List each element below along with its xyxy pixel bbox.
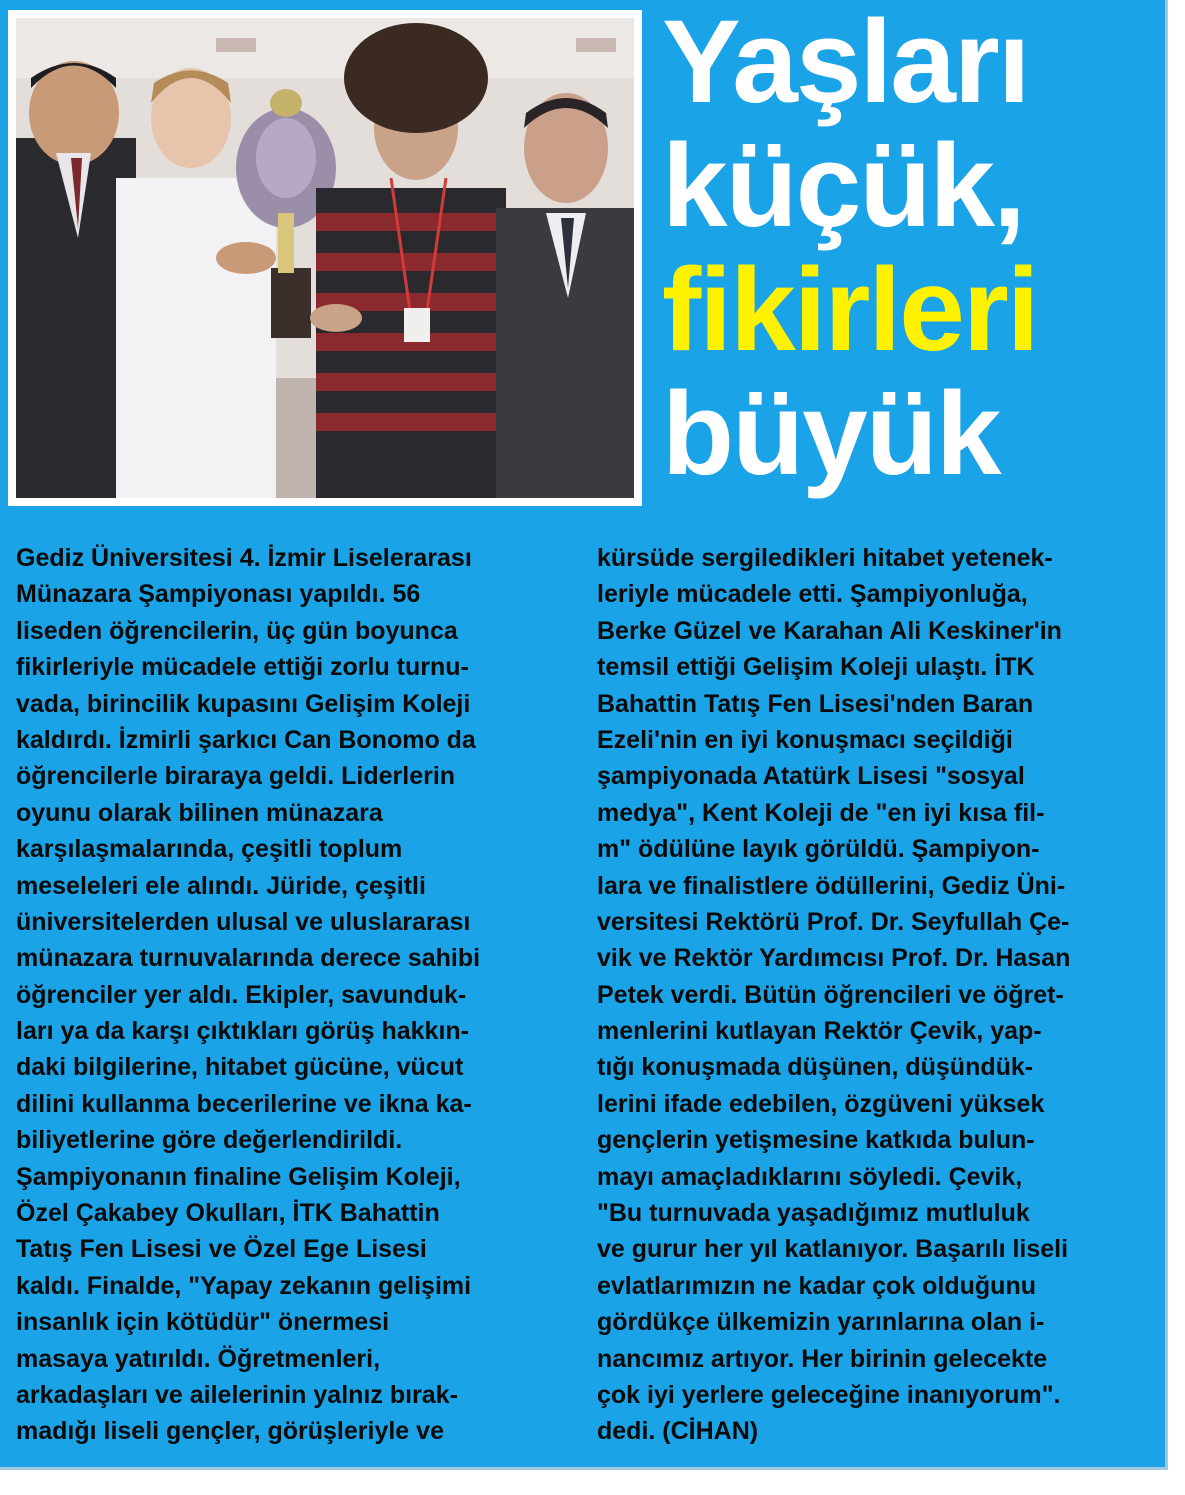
article-line: nancımız artıyor. Her birinin gelecekte (597, 1344, 1048, 1373)
article-line: dilini kullanma becerilerine ve ikna ka- (16, 1089, 472, 1118)
article-line: vada, birincilik kupasını Gelişim Koleji (16, 689, 471, 718)
article-line: vik ve Rektör Yardımcısı Prof. Dr. Hasan (597, 944, 1071, 973)
photo-frame (8, 10, 642, 506)
article-line: gördükçe ülkemizin yarınlarına olan i- (597, 1308, 1045, 1337)
article-line: münazara turnuvalarında derece sahibi (16, 944, 481, 973)
article-line: kaldırdı. İzmirli şarkıcı Can Bonomo da (16, 725, 476, 754)
article-line: daki bilgilerine, hitabet gücüne, vücut (16, 1053, 464, 1082)
article-line: insanlık için kötüdür" önermesi (16, 1308, 390, 1337)
article-line: Ezeli'nin en iyi konuşmacı seçildiği (597, 725, 1013, 754)
article-line: liseden öğrencilerin, üç gün boyunca (16, 616, 458, 645)
article-column-right (597, 540, 1157, 1450)
article-line: Münazara Şampiyonası yapıldı. 56 (16, 580, 421, 609)
article-column-left (16, 540, 576, 1450)
article-line: madığı liseli gençler, görüşleriyle ve (16, 1417, 444, 1446)
article-line: Şampiyonanın finaline Gelişim Koleji, (16, 1162, 461, 1191)
article-line: karşılaşmalarında, çeşitli toplum (16, 835, 403, 864)
article-line: fikirleriyle mücadele ettiği zorlu turnu- (16, 653, 469, 682)
article-line: versitesi Rektörü Prof. Dr. Seyfullah Çe- (597, 907, 1070, 936)
article-line: ve gurur her yıl katlanıyor. Başarılı liseli (597, 1235, 1069, 1264)
article-line: lerini ifade edebilen, özgüveni yüksek (597, 1089, 1045, 1118)
award-ceremony-photo (16, 18, 634, 498)
article-line: kürsüde sergiledikleri hitabet yetenek- (597, 544, 1053, 572)
article-line: lara ve finalistlere ödüllerini, Gediz Üni- (597, 871, 1066, 900)
article-line: oyunu olarak bilinen münazara (16, 798, 383, 827)
article-line: dedi. (CİHAN) (597, 1417, 759, 1446)
article-line: öğrencilerle biraraya geldi. Liderlerin (16, 762, 456, 791)
article-line: Petek verdi. Bütün öğrencileri ve öğret- (597, 980, 1064, 1009)
article-line: ları ya da karşı çıktıkları görüş hakkın- (16, 1017, 469, 1046)
article-line: masaya yatırıldı. Öğretmenleri, (16, 1344, 381, 1373)
article-line: m" ödülüne layık görüldü. Şampiyon- (597, 835, 1040, 864)
headline-line-1: Yaşları (662, 0, 1029, 128)
article-line: "Bu turnuvada yaşadığımız mutluluk (597, 1199, 1030, 1228)
article-line: menlerini kutlayan Rektör Çevik, yap- (597, 1017, 1042, 1046)
article-line: meseleleri ele alındı. Jüride, çeşitli (16, 871, 426, 900)
article-line: biliyetlerine göre değerlendirildi. (16, 1126, 403, 1155)
headline-line-4: büyük (662, 368, 1000, 500)
article-line: medya", Kent Koleji de "en iyi kısa fil- (597, 798, 1045, 827)
award-ceremony-photo-icon (16, 18, 634, 498)
article-line: şampiyonada Atatürk Lisesi "sosyal (597, 762, 1025, 791)
article-line: üniversitelerden ulusal ve uluslararası (16, 907, 471, 936)
article-line: mayı amaçladıklarını söyledi. Çevik, (597, 1162, 1023, 1191)
headline (662, 0, 1162, 500)
article-line: temsil ettiği Gelişim Koleji ulaştı. İTK (597, 653, 1035, 682)
article-line: gençlerin yetişmesine katkıda bulun- (597, 1126, 1035, 1155)
article-line: Bahattin Tatış Fen Lisesi'nden Baran (597, 689, 1034, 718)
article-line: Tatış Fen Lisesi ve Özel Ege Lisesi (16, 1235, 427, 1264)
article-line: Gediz Üniversitesi 4. İzmir Liselerarası (16, 544, 472, 572)
headline-line-2: küçük, (662, 120, 1024, 252)
article-line: çok iyi yerlere geleceğine inanıyorum". (597, 1380, 1061, 1409)
article-line: tığı konuşmada düşünen, düşündük- (597, 1053, 1034, 1082)
article-line: evlatlarımızın ne kadar çok olduğunu (597, 1271, 1036, 1300)
article-line: Özel Çakabey Okulları, İTK Bahattin (16, 1199, 440, 1228)
headline-line-3-highlight: fikirleri (662, 244, 1038, 376)
article-line: Berke Güzel ve Karahan Ali Keskiner'in (597, 616, 1062, 645)
article-line: arkadaşları ve ailelerinin yalnız bırak- (16, 1380, 458, 1409)
article-line: kaldı. Finalde, "Yapay zekanın gelişimi (16, 1271, 472, 1300)
article-line: öğrenciler yer aldı. Ekipler, savunduk- (16, 980, 467, 1009)
article-line: leriyle mücadele etti. Şampiyonluğa, (597, 580, 1028, 609)
